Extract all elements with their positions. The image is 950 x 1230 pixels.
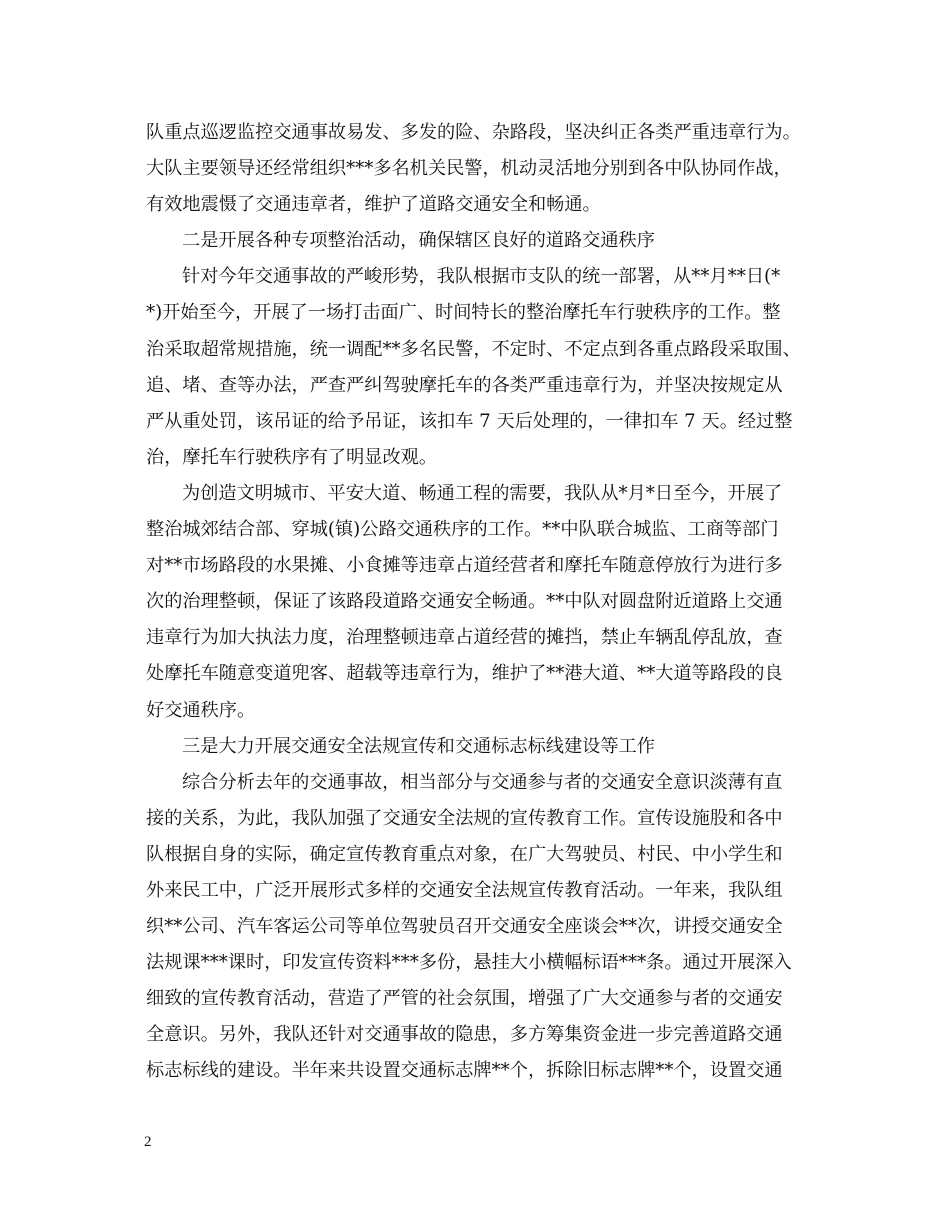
text-line: 治，摩托车行驶秩序有了明显改观。: [146, 446, 438, 468]
paragraph: [146, 476, 808, 729]
text-line: 针对今年交通事故的严峻形势，我队根据市支队的统一部署，从**月**日(*: [182, 266, 781, 288]
text-line: 织**公司、汽车客运公司等单位驾驶员召开交通安全座谈会**次，讲授交通安全: [146, 916, 783, 938]
text-line: 严从重处罚，该吊证的给予吊证，该扣车 7 天后处理的，一律扣车 7 天。经过整: [146, 410, 793, 432]
paragraph: [146, 115, 808, 223]
paragraph: [146, 765, 808, 1090]
text-line: 整治城郊结合部、穿城(镇)公路交通秩序的工作。**中队联合城监、工商等部门: [146, 519, 779, 541]
text-line: 细致的宣传教育活动，营造了严管的社会氛围，增强了广大交通参与者的交通安: [146, 988, 783, 1010]
paragraph: [146, 223, 808, 259]
text-line: 违章行为加大执法力度，治理整顿违章占道经营的摊挡，禁止车辆乱停乱放，查: [146, 627, 783, 649]
text-line: 队重点巡逻监控交通事故易发、多发的险、杂路段，坚决纠正各类严重违章行为。: [146, 122, 801, 143]
text-line: 接的关系，为此，我队加强了交通安全法规的宣传教育工作。宣传设施股和各中: [146, 807, 783, 829]
text-line: 外来民工中，广泛开展形式多样的交通安全法规宣传教育活动。一年来，我队组: [146, 879, 783, 901]
text-line: 队根据自身的实际，确定宣传教育重点对象，在广大驾驶员、村民、中小学生和: [146, 843, 783, 865]
text-line: 法规课***课时，印发宣传资料***多份，悬挂大小横幅标语***条。通过开展深入: [146, 952, 792, 974]
text-line: 全意识。另外，我队还针对交通事故的隐患，多方筹集资金进一步完善道路交通: [146, 1024, 783, 1046]
text-line: 治采取超常规措施，统一调配**多名民警，不定时、不定点到各重点路段采取围、: [146, 338, 801, 360]
text-line: 综合分析去年的交通事故，相当部分与交通参与者的交通安全意识淡薄有直: [182, 771, 783, 793]
text-line: 次的治理整顿，保证了该路段道路交通安全畅通。**中队对圆盘附近道路上交通: [146, 591, 783, 613]
document-body: [146, 115, 808, 1090]
text-line: 追、堵、查等办法，严查严纠驾驶摩托车的各类严重违章行为，并坚决按规定从: [146, 374, 783, 396]
paragraph: [146, 259, 808, 476]
text-line: 为创造文明城市、平安大道、畅通工程的需要，我队从*月*日至今，开展了: [182, 482, 783, 504]
text-line: 标志标线的建设。半年来共设置交通标志牌**个，拆除旧标志牌**个，设置交通: [146, 1060, 783, 1082]
text-line: 处摩托车随意变道兜客、超载等违章行为，维护了**港大道、**大道等路段的良: [146, 663, 783, 685]
paragraph: [146, 729, 808, 765]
text-line: 好交通秩序。: [146, 699, 256, 721]
page-number: 2: [144, 1134, 152, 1150]
text-line: 三是大力开展交通安全法规宣传和交通标志标线建设等工作: [182, 735, 655, 757]
text-line: *)开始至今，开展了一场打击面广、时间特长的整治摩托车行驶秩序的工作。整: [146, 302, 781, 324]
text-line: 二是开展各种专项整治活动，确保辖区良好的道路交通秩序: [182, 230, 655, 252]
text-line: 大队主要领导还经常组织***多名机关民警，机动灵活地分别到各中队协同作战，: [146, 158, 792, 180]
text-line: 有效地震慑了交通违章者，维护了道路交通安全和畅通。: [146, 194, 601, 216]
text-line: 对**市场路段的水果摊、小食摊等违章占道经营者和摩托车随意停放行为进行多: [146, 555, 783, 577]
